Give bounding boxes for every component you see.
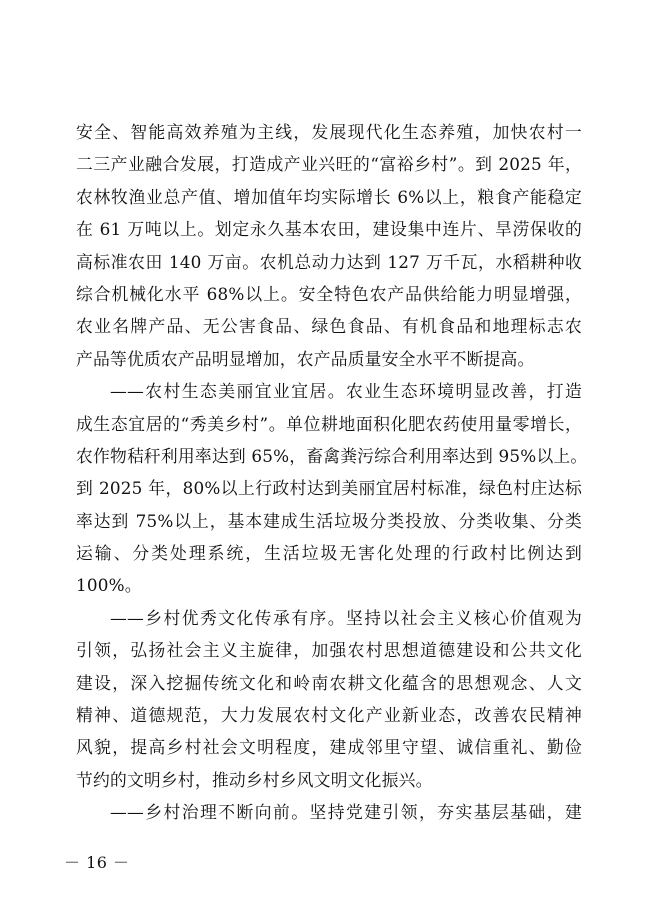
text-line: 建设，深入挖掘传统文化和岭南农耕文化蕴含的思想观念、人文 [76, 672, 582, 693]
text-line: 成生态宜居的“秀美乡村”。单位耕地面积化肥农药使用量零增长， [76, 413, 582, 434]
text-line: 引领，弘扬社会主义主旋律，加强农村思想道德建设和公共文化 [76, 640, 582, 661]
text-line: 100%。 [76, 575, 142, 596]
section-heading-line: ——乡村优秀文化传承有序。坚持以社会主义核心价值观为 [110, 607, 582, 628]
text-line: 风貌，提高乡村社会文明程度，建成邻里守望、诚信重礼、勤俭 [76, 737, 582, 758]
text-line: 农林牧渔业总产值、增加值年均实际增长 6%以上，粮食产能稳定 [76, 186, 582, 207]
text-line: 农业名牌产品、无公害食品、绿色食品、有机食品和地理标志农 [76, 316, 582, 337]
text-line: 高标准农田 140 万亩。农机总动力达到 127 万千瓦，水稻耕种收 [76, 251, 582, 272]
text-line: 产品等优质农产品明显增加，农产品质量安全水平不断提高。 [76, 348, 535, 369]
text-line: 节约的文明乡村，推动乡村乡风文明文化振兴。 [76, 769, 433, 790]
body-text [76, 116, 588, 829]
text-line: 到 2025 年，80%以上行政村达到美丽宜居村标准，绿色村庄达标 [76, 478, 582, 499]
text-line: 二三产业融合发展，打造成产业兴旺的“富裕乡村”。到 2025 年， [76, 154, 582, 175]
text-line: 安全、智能高效养殖为主线，发展现代化生态养殖，加快农村一 [76, 122, 582, 142]
text-line: 农作物秸秆利用率达到 65%，畜禽粪污综合利用率达到 95%以上。 [76, 445, 588, 466]
section-heading-line: ——农村生态美丽宜业宜居。农业生态环境明显改善，打造 [110, 381, 582, 402]
section-heading-line: ——乡村治理不断向前。坚持党建引领，夯实基层基础，建 [110, 802, 582, 823]
text-line: 综合机械化水平 68%以上。安全特色农产品供给能力明显增强， [76, 283, 582, 304]
text-line: 运输、分类处理系统，生活垃圾无害化处理的行政村比例达到 [76, 543, 582, 564]
text-line: 在 61 万吨以上。划定永久基本农田，建设集中连片、旱涝保收的 [76, 219, 582, 240]
text-line: 率达到 75%以上，基本建成生活垃圾分类投放、分类收集、分类 [76, 510, 582, 531]
page-number: － 16 － [64, 853, 130, 872]
text-line: 精神、道德规范，大力发展农村文化产业新业态，改善农民精神 [76, 705, 582, 726]
